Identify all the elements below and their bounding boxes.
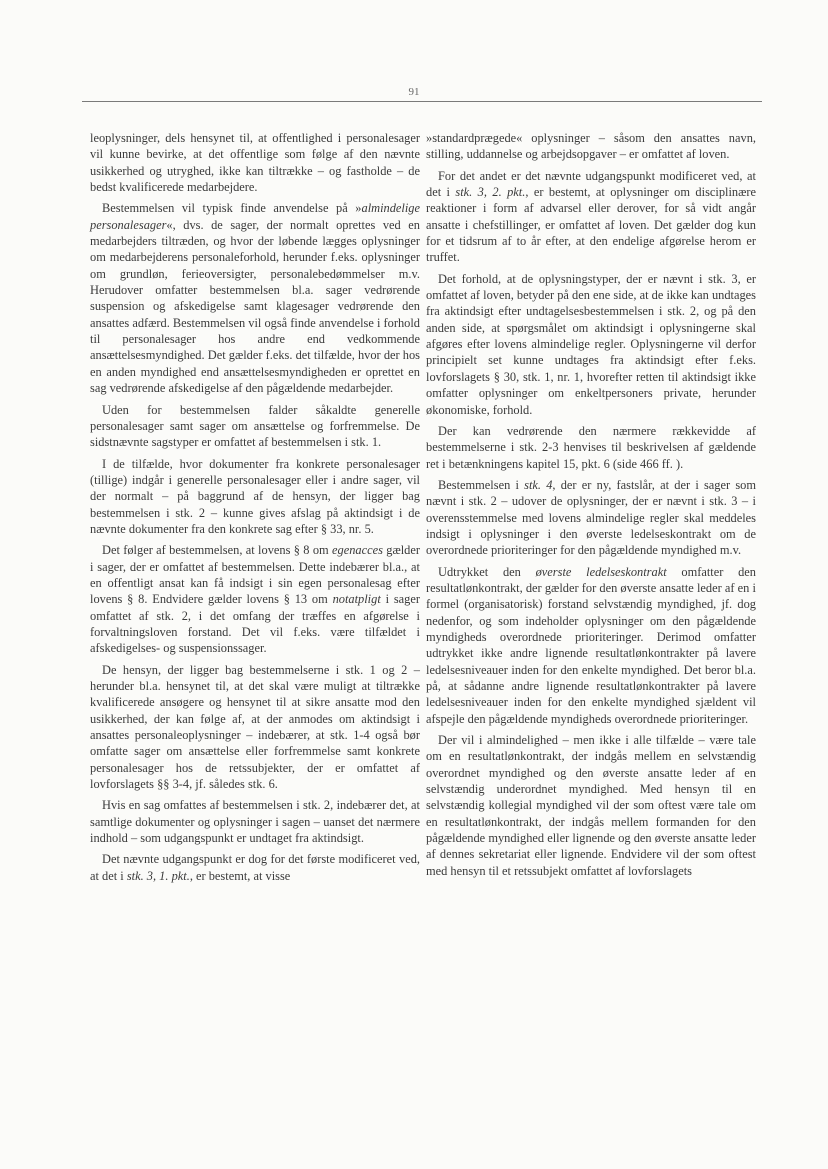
paragraph bbox=[90, 456, 420, 538]
left-text-column bbox=[90, 130, 420, 889]
paragraph bbox=[426, 271, 756, 418]
paragraph bbox=[90, 662, 420, 793]
text-run: Der kan vedrørende den nærmere rækkevidde af bestemmelserne i stk. 2-3 henvises til beskrivelsen af gældende ret i betænkningens kapitel 15, pkt. 6 (side 466 ff. ). bbox=[426, 423, 756, 471]
italic-text: stk. 3, 1. pkt. bbox=[126, 868, 190, 883]
text-run: Hvis en sag omfattes af bestemmelsen i stk. 2, indebærer det, at samtlige dokumenter og oplysninger i sagen – uanset det nærmere indhold – som udgangspunkt er undtaget fra aktindsigt. bbox=[90, 798, 420, 846]
text-run: »standardprægede« oplysninger – såsom den ansattes navn, stilling, uddannelse og arbejdsopgaver – er omfattet af loven. bbox=[426, 131, 756, 162]
text-run: i sager omfattet af stk. 2, i det omfang der træffes en afgørelse i forvaltningsloven forstand. Det vil f.eks. være tilfældet i afskedigelses- og suspensionssager. bbox=[90, 592, 420, 656]
text-run: , er bestemt, at oplysninger om disciplinære reaktioner i form af advarsel eller derover, for så vidt angår ansatte i chefstillinger, er omfattet af loven. Det gælder dog kun for et tidsrum af to år efter, at den endelige afgørelse herom er truffet. bbox=[426, 185, 756, 265]
paragraph bbox=[90, 797, 420, 846]
italic-text: egenacces bbox=[332, 543, 383, 558]
italic-text: stk. 4 bbox=[524, 477, 553, 492]
italic-text: notatpligt bbox=[332, 592, 381, 607]
text-run: Uden for bestemmelsen falder såkaldte generelle personalesager samt sager om ansættelse og forfremmelse. De sidstnævnte sagstyper er omfattet af bestemmelsen i stk. 1. bbox=[90, 402, 420, 450]
paragraph bbox=[90, 542, 420, 656]
paragraph bbox=[426, 477, 756, 559]
text-run: gælder i sager, der er omfattet af bestemmelsen. Dette indebærer bl.a., at en offentligt ansat kan få indsigt i sin egen personalesag efter lovens § 8. Endvidere gælder lovens § 13 om bbox=[90, 543, 420, 607]
text-run: De hensyn, der ligger bag bestemmelserne i stk. 1 og 2 – herunder bl.a. hensynet til, at det skal være muligt at tiltrække kvalificerede ansøgere og hensynet til at sikre ansatte mod den usikkerhed, der kan følge af, at der anmodes om aktindsigt i ansattes personaleoplysninger – indebærer, at stk. 1-4 også bør omfatte sager om ansættelse eller forfremmelse samt konkrete personalesager hos de retssubjekter, der er omfattet af lovforslagets §§ 3-4, jf. således stk. 6. bbox=[90, 662, 420, 792]
text-run: Det forhold, at de oplysningstyper, der er nævnt i stk. 3, er omfattet af loven, betyder på den ene side, at de ikke kan undtages fra aktindsigt efter undtagelsesbestemmelsen i stk. 2, og på den anden side, at spørgsmålet om aktindsigt i oplysningerne skal afgøres efter lovens almindelige regler. Oplysningerne vil derfor principielt set kunne undtages fra aktindsigt efter f.eks. lovforslagets § 30, stk. 1, nr. 1, hvorefter retten til aktindsigt ikke omfatter oplysninger om enkeltpersoners private, herunder økonomiske, forhold. bbox=[426, 271, 756, 417]
text-run: Udtrykket den bbox=[438, 564, 536, 579]
text-run: Der vil i almindelighed – men ikke i alle tilfælde – være tale om en resultatlønkontrakt, der indgås mellem en selvstændig overordnet myndighed og den øverste ansatte leder af en selvstændig underordnet myndighed. Med hensyn til en selvstændig kollegial myndighed vil der som oftest være tale om en resultatlønkontrakt, der indgås mellem formanden for den pågældende myndighed eller lignende og den øverste ansatte leder af dennes sekretariat eller lignende. Endvidere vil der som oftest med hensyn til et retssubjekt omfattet af lovforslagets bbox=[426, 733, 756, 878]
italic-text: øverste ledelseskontrakt bbox=[535, 564, 667, 579]
text-run: «, dvs. de sager, der normalt oprettes ved en medarbejders tiltræden, og hvor der løbende lægges oplysninger om medarbejderens personaleforhold, herunder f.eks. oplysninger om grundløn, ferieoversigter, personalebedømmelser m.v. Herudover omfatter bestemmelsen bl.a. sager vedrørende suspension og afskedigelse samt klagesager vedrørende den ansattes adfærd. Bestemmelsen vil også finde anvendelse i forhold til personalesager hos andre end vedkommende ansættelsesmyndighed. Det gælder f.eks. det tilfælde, hvor der hos en anden myndighed end ansættelsesmyndigheden er oprettet en sag vedrørende afskedigelse af den pågældende medarbejder. bbox=[90, 217, 420, 396]
paragraph bbox=[426, 423, 756, 472]
text-run: I de tilfælde, hvor dokumenter fra konkrete personalesager (tillige) indgår i generelle personalesager eller i andre sager, vil der normalt – på baggrund af de hensyn, der ligger bag bestemmelsen i stk. 2 – kunne gives afslag på aktindsigt i de nævnte dokumenter fra den konkrete sag efter § 33, nr. 5. bbox=[90, 456, 420, 536]
text-run: leoplysninger, dels hensynet til, at offentlighed i personalesager vil kunne bevirke, at det offentlige som følge af den nævnte usikkerhed og utryghed, ikke kan tiltrække – og fastholde – de bedst kvalificerede medarbejdere. bbox=[90, 131, 420, 195]
paragraph bbox=[426, 732, 756, 879]
text-run: For det andet er det nævnte udgangspunkt modificeret ved, at det i bbox=[426, 168, 756, 200]
paragraph bbox=[90, 130, 420, 195]
italic-text: stk. 3, 2. pkt. bbox=[455, 185, 526, 200]
paragraph bbox=[426, 564, 756, 727]
paragraph bbox=[90, 402, 420, 451]
text-run: Det nævnte udgangspunkt er dog for det første modificeret ved, at det i bbox=[90, 852, 420, 883]
right-text-column bbox=[426, 130, 756, 884]
text-run: Det følger af bestemmelsen, at lovens § 8 om bbox=[102, 543, 333, 558]
text-run: Bestemmelsen vil typisk finde anvendelse på » bbox=[102, 201, 362, 216]
text-run: Bestemmelsen i bbox=[438, 477, 525, 492]
paragraph bbox=[426, 168, 756, 266]
italic-text: almindelige personalesager bbox=[90, 201, 420, 232]
text-run: omfatter den resultatlønkontrakt, der gælder for den øverste ansatte leder af en i formel (organisatorisk) forstand selvstændig myndighed, jf. dog nedenfor, og som indeholder oplysninger om den pågældende myndigheds overordnede prioriteringer. Derimod omfatter udtrykket ikke andre lignende resultatlønkontrakter på lavere ledelsesniveauer inden for den enkelte myndighed. Det beror bl.a. på, at sådanne andre lignende resultatlønkontrakter på lavere ledelsesniveauer inden for den enkelte myndighed sjældent vil afspejle den pågældende myndigheds overordnede prioriteringer. bbox=[426, 564, 756, 726]
paragraph bbox=[90, 851, 420, 884]
paragraph bbox=[90, 200, 420, 396]
paragraph bbox=[426, 130, 756, 163]
text-run: , der er ny, fastslår, at der i sager som nævnt i stk. 2 – udover de oplysninger, der er nævnt i stk. 3 – i overensstemmelse med lovens almindelige regler skal meddeles indsigt i oplysninger i den øverste ledelseskontrakt om de overordnede prioriteringer for den pågældende myndighed m.v. bbox=[426, 477, 756, 558]
page-number: 91 bbox=[408, 86, 420, 98]
header-rule bbox=[82, 101, 762, 102]
text-run: , er bestemt, at visse bbox=[189, 868, 291, 883]
